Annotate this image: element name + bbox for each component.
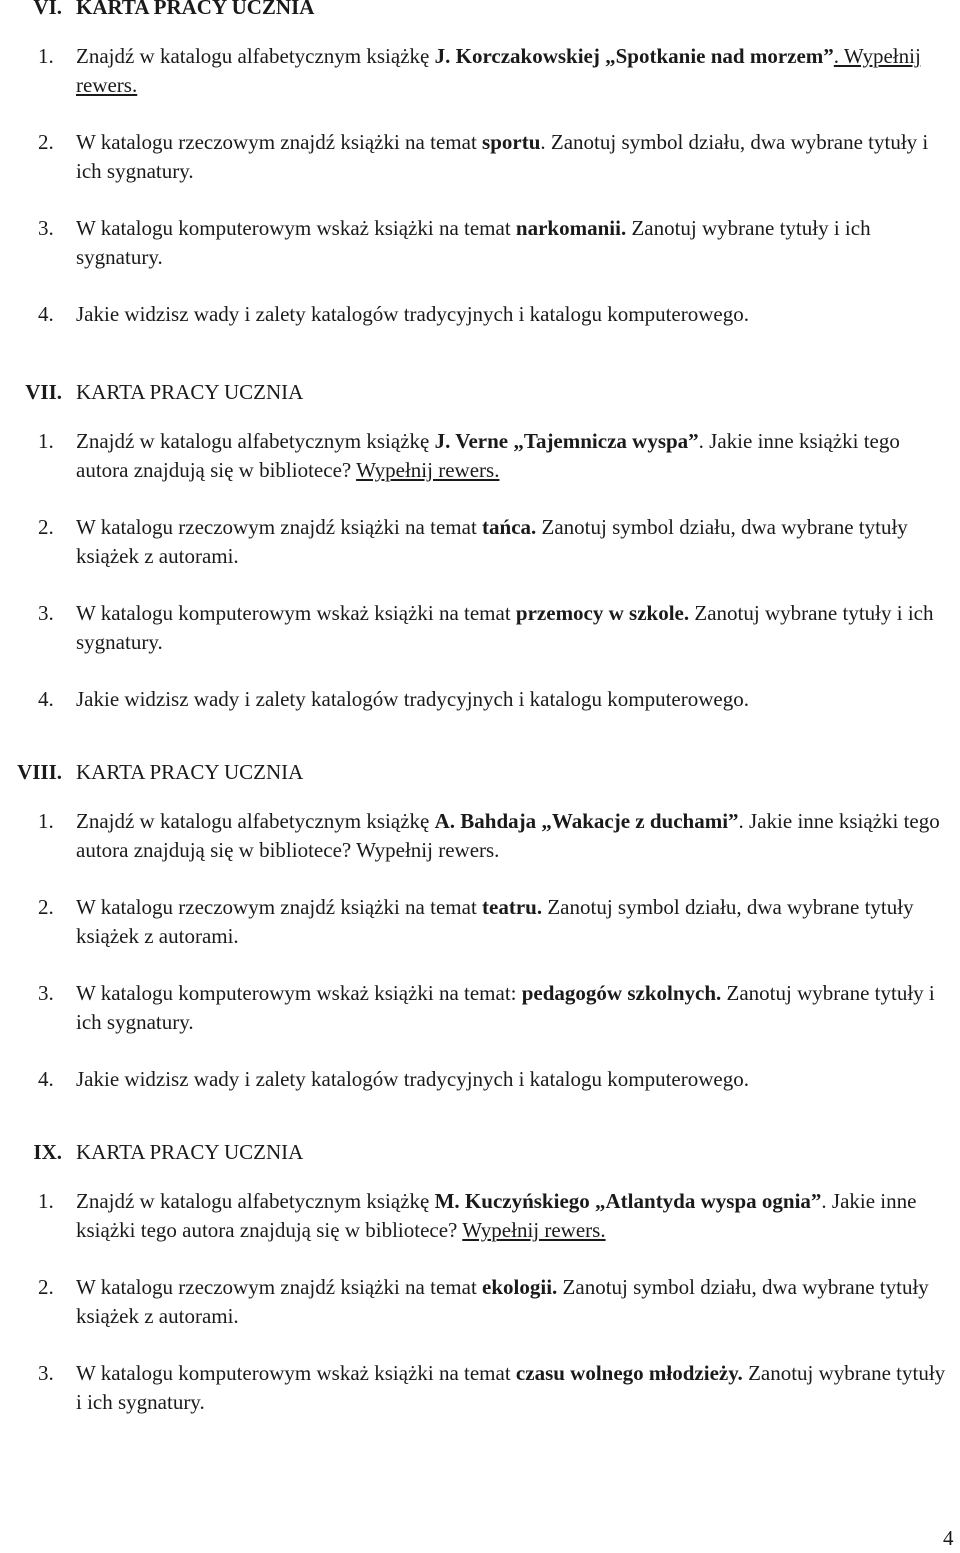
task-item [0,807,960,865]
task-text [76,1359,952,1417]
task-number: 4. [38,1067,54,1091]
task-text [76,128,952,186]
task-text-fragment: Jakie widzisz wady i zalety katalogów tradycyjnych i katalogu komputerowego. [76,302,749,326]
task-item [0,685,960,714]
task-item [0,427,960,485]
task-number: 4. [38,302,54,326]
section-title: KARTA PRACY UCZNIA [76,0,315,19]
task-item [0,300,960,329]
task-text [76,1065,952,1094]
page-number: 4 [943,1526,954,1550]
task-item [0,599,960,657]
task-text-fragment: Zanotuj wybrane tytuły i ich sygnatury. [76,601,934,654]
task-item [0,979,960,1037]
task-text [76,599,952,657]
task-text-fragment: Znajdź w katalogu alfabetycznym książkę [76,809,435,833]
task-item [0,1065,960,1094]
task-text-fragment: Zanotuj wybrane tytuły i ich sygnatury. [76,216,871,269]
task-text-fragment: W katalogu komputerowym wskaż książki na temat [76,216,516,240]
task-text-fragment: Jakie widzisz wady i zalety katalogów tradycyjnych i katalogu komputerowego. [76,687,749,711]
section-title: KARTA PRACY UCZNIA [76,1140,304,1164]
task-text [76,300,952,329]
task-emphasis: J. Korczakowskiej „Spotkanie nad morzem” [434,44,834,68]
task-text [76,42,952,100]
task-number: 3. [38,216,54,240]
task-emphasis: narkomanii. [515,216,627,240]
task-number: 1. [38,44,54,68]
task-text [76,1187,952,1245]
task-text-fragment: Zanotuj wybrane tytuły i ich sygnatury. [76,981,935,1034]
task-emphasis: teatru. [482,895,543,919]
task-emphasis: czasu wolnego młodzieży. [515,1361,743,1385]
task-text [76,1273,952,1331]
task-number: 3. [38,1361,54,1385]
task-underlined-text: . Wypełnij rewers. [76,44,921,97]
task-text-fragment: W katalogu rzeczowym znajdź książki na temat [76,1275,483,1299]
task-text [76,214,952,272]
task-number: 4. [38,687,54,711]
task-item [0,128,960,186]
task-text [76,427,952,485]
task-text-fragment: Znajdź w katalogu alfabetycznym książkę [76,429,435,453]
task-text [76,979,952,1037]
task-text-fragment: Jakie widzisz wady i zalety katalogów tradycyjnych i katalogu komputerowego. [76,1067,749,1091]
section-heading [0,0,960,22]
task-text-fragment: W katalogu komputerowym wskaż książki na temat [76,1361,516,1385]
section-number: IX. [33,1140,62,1164]
task-text-fragment: . Jakie inne książki tego autora znajdują się w bibliotece? [76,429,900,482]
task-emphasis: tańca. [482,515,537,539]
task-text [76,893,952,951]
task-text [76,685,952,714]
section-heading [0,1138,960,1167]
task-emphasis: J. Verne „Tajemnicza wyspa” [434,429,699,453]
task-text-fragment: Zanotuj symbol działu, dwa wybrane tytuły książek z autorami. [76,515,908,568]
task-emphasis: sportu [482,130,541,154]
task-text [76,807,952,865]
task-emphasis: ekologii. [482,1275,558,1299]
task-number: 1. [38,809,54,833]
task-emphasis: pedagogów szkolnych. [521,981,722,1005]
section-number: VI. [33,0,62,19]
task-item [0,1359,960,1417]
worksheet-section [0,758,960,1094]
task-item [0,42,960,100]
task-text-fragment: Znajdź w katalogu alfabetycznym książkę [76,44,435,68]
task-text-fragment: Zanotuj symbol działu, dwa wybrane tytuły książek z autorami. [76,895,914,948]
task-text-fragment: . Jakie inne książki tego autora znajdują się w bibliotece? Wypełnij rewers. [76,809,940,862]
section-heading [0,758,960,787]
task-number: 2. [38,1275,54,1299]
task-text-fragment: Zanotuj wybrane tytuły i ich sygnatury. [76,1361,946,1414]
task-item [0,1187,960,1245]
task-emphasis: A. Bahdaja „Wakacje z duchami” [434,809,739,833]
task-number: 2. [38,895,54,919]
section-heading [0,378,960,407]
task-text-fragment: W katalogu rzeczowym znajdź książki na temat [76,895,483,919]
section-number: VII. [25,380,62,404]
task-underlined-text: Wypełnij rewers. [462,1218,606,1242]
task-number: 2. [38,515,54,539]
task-text-fragment: Zanotuj symbol działu, dwa wybrane tytuły książek z autorami. [76,1275,929,1328]
task-underlined-text: Wypełnij rewers. [356,458,500,482]
task-text-fragment: . Jakie inne książki tego autora znajdują się w bibliotece? [76,1189,917,1242]
task-text-fragment: W katalogu komputerowym wskaż książki na temat: [76,981,522,1005]
task-text-fragment: Znajdź w katalogu alfabetycznym książkę [76,1189,435,1213]
task-item [0,1273,960,1331]
task-emphasis: przemocy w szkole. [515,601,690,625]
worksheet-section [0,378,960,714]
task-number: 1. [38,1189,54,1213]
section-title: KARTA PRACY UCZNIA [76,380,304,404]
task-number: 3. [38,981,54,1005]
task-number: 1. [38,429,54,453]
task-text-fragment: W katalogu rzeczowym znajdź książki na temat [76,515,483,539]
task-item [0,893,960,951]
task-text-fragment: . Zanotuj symbol działu, dwa wybrane tytuły i ich sygnatury. [76,130,929,183]
task-text [76,513,952,571]
worksheet-section [0,0,960,329]
section-title: KARTA PRACY UCZNIA [76,760,304,784]
task-emphasis: M. Kuczyńskiego „Atlantyda wyspa ognia” [434,1189,822,1213]
task-item [0,513,960,571]
task-number: 3. [38,601,54,625]
task-text-fragment: W katalogu rzeczowym znajdź książki na temat [76,130,483,154]
worksheet-section [0,1138,960,1417]
task-item [0,214,960,272]
task-text-fragment: W katalogu komputerowym wskaż książki na temat [76,601,516,625]
section-number: VIII. [17,760,62,784]
task-number: 2. [38,130,54,154]
